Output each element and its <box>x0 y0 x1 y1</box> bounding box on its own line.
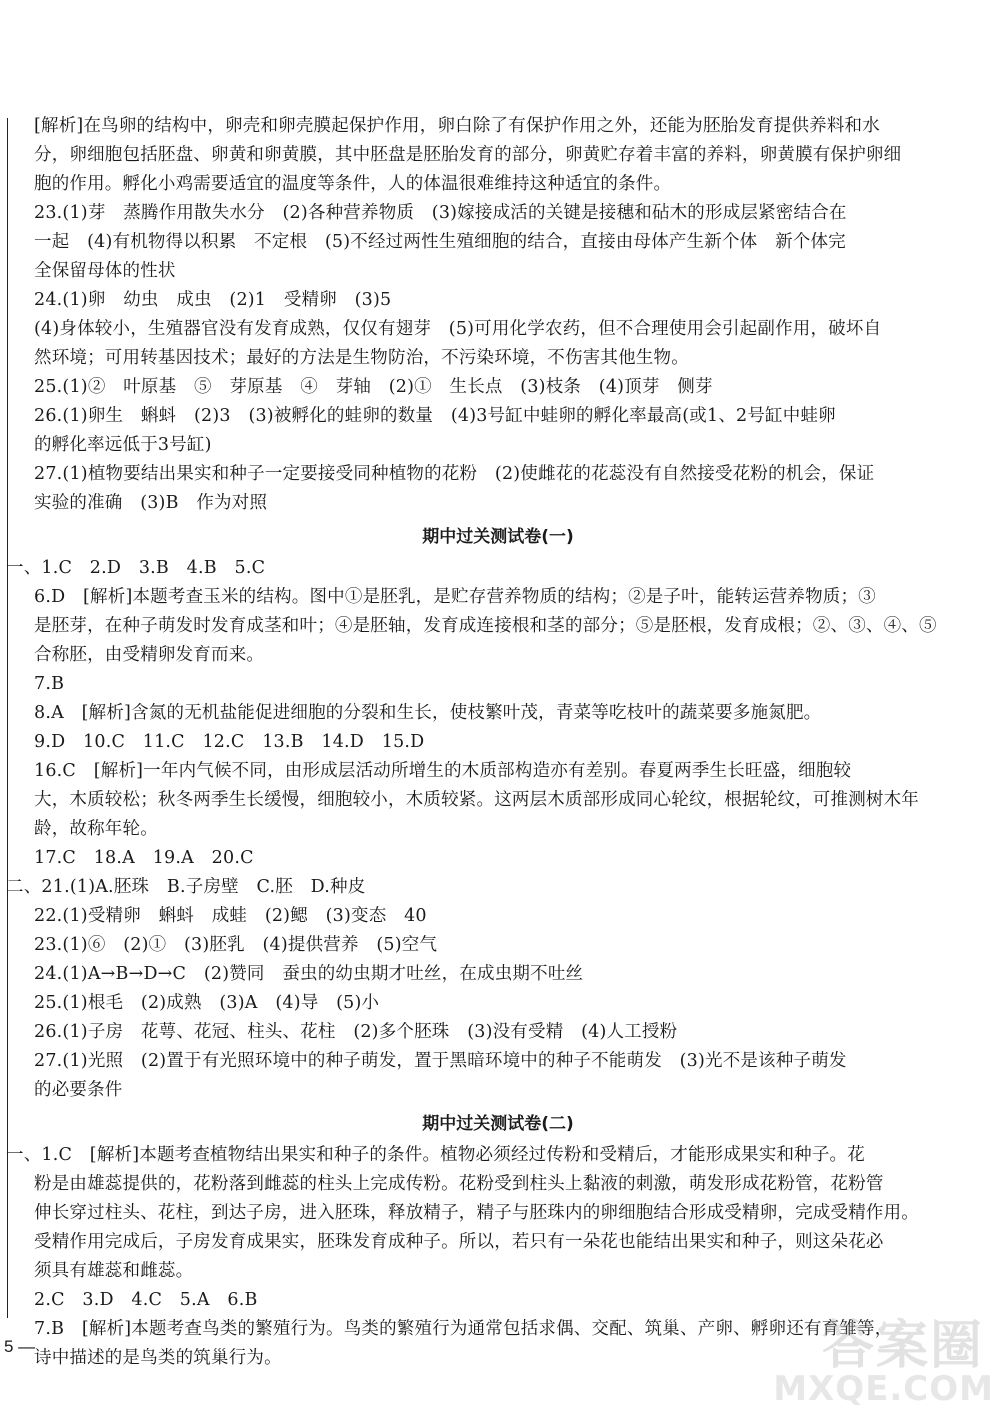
text-line: 然环境；可用转基因技术；最好的方法是生物防治，不污染环境，不伤害其他生物。 <box>34 348 689 368</box>
text-line: 诗中描述的是鸟类的筑巢行为。 <box>34 1348 282 1368</box>
text-line: 受精作用完成后，子房发育成果实，胚珠发育成种子。所以，若只有一朵花也能结出果实和种子，则这朵花必 <box>34 1232 884 1252</box>
text-line: [解析]在鸟卵的结构中，卵壳和卵壳膜起保护作用，卵白除了有保护作用之外，还能为胚胎发育提供养料和水 <box>34 116 880 136</box>
text-line: 全保留母体的性状 <box>34 261 176 281</box>
text-line: 8.A [解析]含氮的无机盐能促进细胞的分裂和生长，使枝繁叶茂，青菜等吃枝叶的蔬菜要多施氮肥。 <box>34 703 822 723</box>
text-line: 二、21.(1)A.胚珠 B.子房壁 C.胚 D.种皮 <box>6 877 366 897</box>
watermark-logo <box>726 1303 994 1409</box>
watermark-url-text: MXQE.COM <box>773 1369 994 1409</box>
text-line: 粉是由雄蕊提供的，花粉落到雌蕊的柱头上完成传粉。花粉受到柱头上黏液的刺激，萌发形成花粉管，花粉管 <box>34 1174 884 1194</box>
text-line: 25.(1)② 叶原基 ⑤ 芽原基 ④ 芽轴 (2)① 生长点 (3)枝条 (4)顶芽 侧芽 <box>34 377 713 397</box>
text-line: 25.(1)根毛 (2)成熟 (3)A (4)导 (5)小 <box>34 993 380 1013</box>
text-line: 22.(1)受精卵 蝌蚪 成蛙 (2)鳃 (3)变态 40 <box>34 906 427 926</box>
section-heading-test-2: 期中过关测试卷(二) <box>422 1114 574 1134</box>
text-line: 的孵化率远低于3号缸) <box>34 435 212 455</box>
text-line: 分，卵细胞包括胚盘、卵黄和卵黄膜，其中胚盘是胚胎发育的部分，卵黄贮存着丰富的养料，卵黄膜有保护卵细 <box>34 145 902 165</box>
text-line: 胞的作用。孵化小鸡需要适宜的温度等条件，人的体温很难维持这种适宜的条件。 <box>34 174 672 194</box>
text-line: 27.(1)光照 (2)置于有光照环境中的种子萌发，置于黑暗环境中的种子不能萌发 (3)光不是该种子萌发 <box>34 1051 847 1071</box>
page-number: 5 — <box>4 1337 36 1356</box>
text-line: 一、1.C 2.D 3.B 4.B 5.C <box>6 558 266 578</box>
text-line: 23.(1)⑥ (2)① (3)胚乳 (4)提供营养 (5)空气 <box>34 935 438 955</box>
text-line: 龄，故称年轮。 <box>34 819 158 839</box>
text-line: 的必要条件 <box>34 1080 123 1100</box>
text-line: 6.D [解析]本题考查玉米的结构。图中①是胚乳，是贮存营养物质的结构；②是子叶，能转运营养物质；③ <box>34 587 876 607</box>
text-line: (4)身体较小，生殖器官没有发育成熟，仅仅有翅芽 (5)可用化学农药，但不合理使用会引起副作用，破坏自 <box>34 319 882 339</box>
text-line: 26.(1)子房 花萼、花冠、柱头、花柱 (2)多个胚珠 (3)没有受精 (4)人工授粉 <box>34 1022 678 1042</box>
text-line: 合称胚，由受精卵发育而来。 <box>34 645 265 665</box>
answer-body <box>6 112 962 1373</box>
text-line: 17.C 18.A 19.A 20.C <box>34 848 254 868</box>
text-line: 伸长穿过柱头、花柱，到达子房，进入胚珠，释放精子，精子与胚珠内的卵细胞结合形成受精卵，完成受精作用。 <box>34 1203 919 1223</box>
text-line: 一、1.C [解析]本题考查植物结出果实和种子的条件。植物必须经过传粉和受精后，才能形成果实和种子。花 <box>6 1145 865 1165</box>
watermark-logo-text: 答案圈 <box>821 1316 984 1376</box>
text-line: 9.D 10.C 11.C 12.C 13.B 14.D 15.D <box>34 732 425 752</box>
text-line: 16.C [解析]一年内气候不同，由形成层活动所增生的木质部构造亦有差别。春夏两季生长旺盛，细胞较 <box>34 761 852 781</box>
text-line: 23.(1)芽 蒸腾作用散失水分 (2)各种营养物质 (3)嫁接成活的关键是接穗和砧木的形成层紧密结合在 <box>34 203 847 223</box>
text-line: 一起 (4)有机物得以积累 不定根 (5)不经过两性生殖细胞的结合，直接由母体产生新个体 新个体完 <box>34 232 846 252</box>
text-line: 24.(1)A→B→D→C (2)赞同 蚕虫的幼虫期才吐丝，在成虫期不吐丝 <box>34 964 584 984</box>
text-line: 大，木质较松；秋冬两季生长缓慢，细胞较小，木质较紧。这两层木质部形成同心轮纹，根据轮纹，可推测树木年 <box>34 790 919 810</box>
text-line: 7.B [解析]本题考查鸟类的繁殖行为。鸟类的繁殖行为通常包括求偶、交配、筑巢、产卵、孵卵还有育雏等， <box>34 1319 893 1339</box>
text-line: 24.(1)卵 幼虫 成虫 (2)1 受精卵 (3)5 <box>34 290 392 310</box>
text-line: 是胚芽，在种子萌发时发育成茎和叶；④是胚轴，发育成连接根和茎的部分；⑤是胚根，发育成根；②、③、④、⑤ <box>34 616 937 636</box>
text-line: 7.B <box>34 674 65 694</box>
text-line: 须具有雄蕊和雌蕊。 <box>34 1261 194 1281</box>
text-line: 26.(1)卵生 蝌蚪 (2)3 (3)被孵化的蛙卵的数量 (4)3号缸中蛙卵的孵化率最高(或1、2号缸中蛙卵 <box>34 406 836 426</box>
text-line: 27.(1)植物要结出果实和种子一定要接受同种植物的花粉 (2)使雌花的花蕊没有自然接受花粉的机会，保证 <box>34 464 875 484</box>
section-heading-test-1: 期中过关测试卷(一) <box>422 527 574 547</box>
binding-edge-line <box>7 118 8 1318</box>
text-line: 2.C 3.D 4.C 5.A 6.B <box>34 1290 258 1310</box>
text-line: 实验的准确 (3)B 作为对照 <box>34 493 268 513</box>
